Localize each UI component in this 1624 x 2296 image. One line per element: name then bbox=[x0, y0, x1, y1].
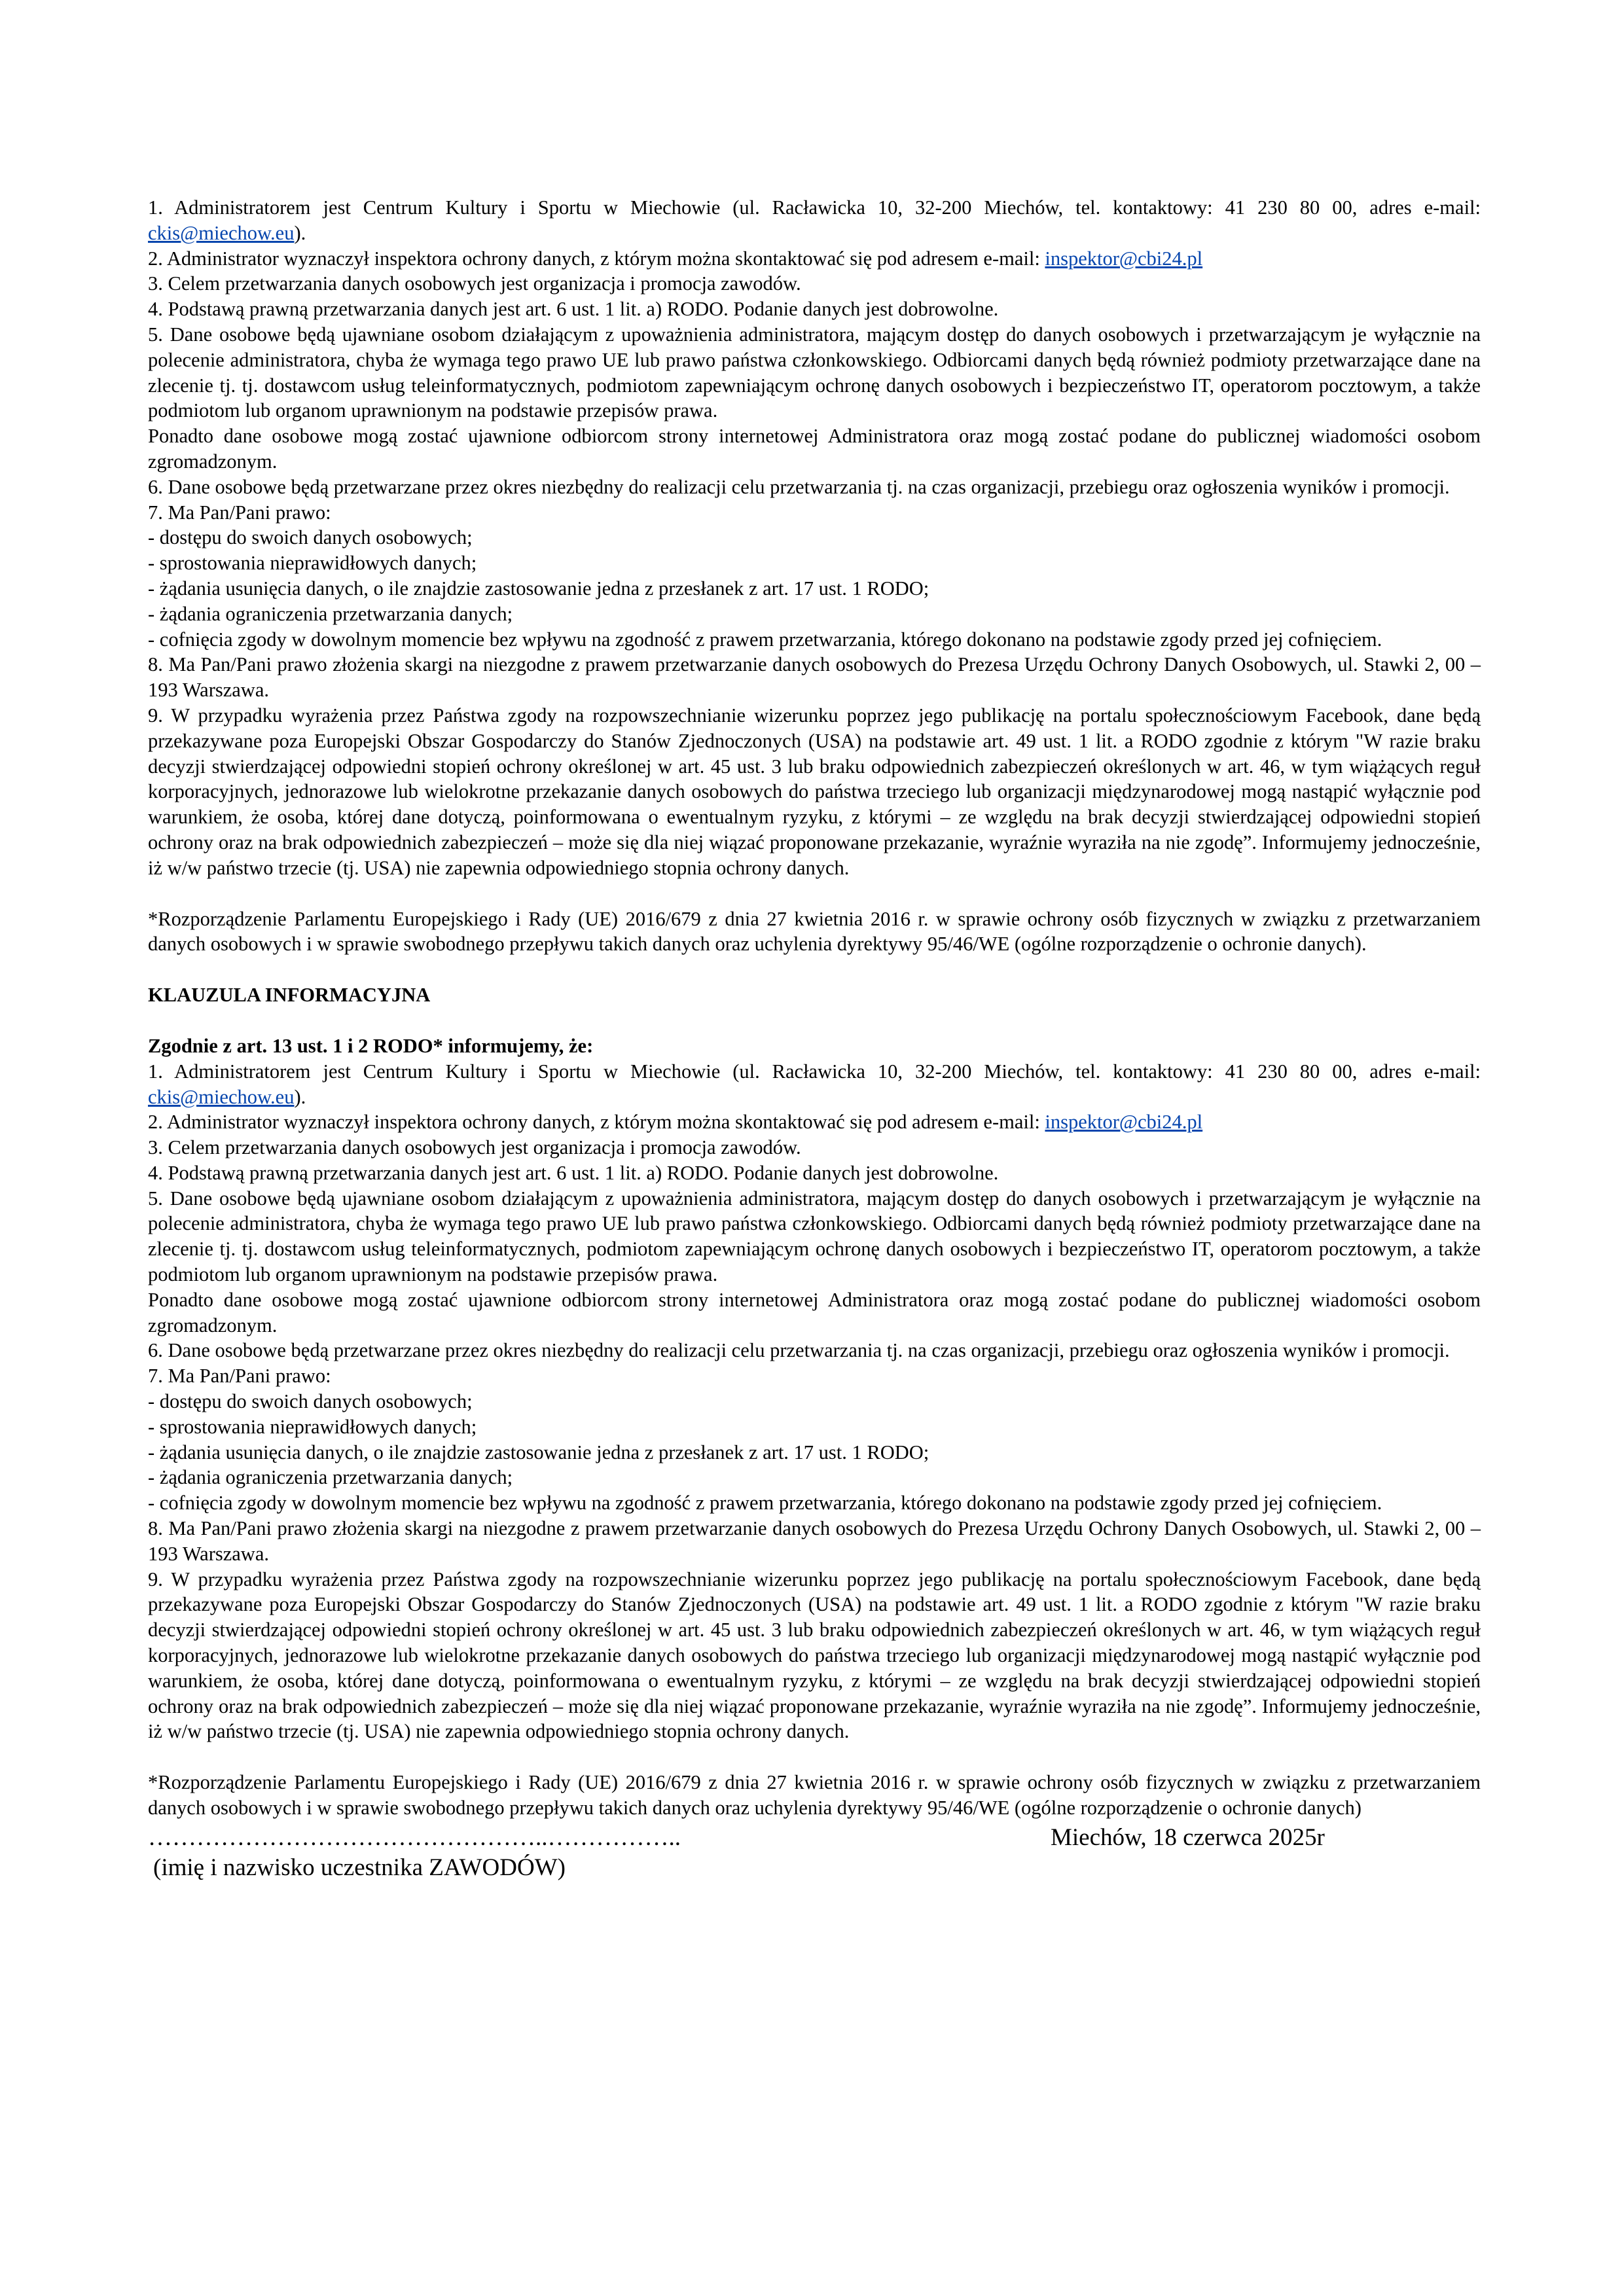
item-5: 5. Dane osobowe będą ujawniane osobom działającym z upoważnienia administratora, mającym dostęp do danych osobowych i przetwarzającym je wyłącznie na polecenie administratora, chyba że wymaga tego prawo UE lub prawo państwa członkowskiego. Odbiorcami danych będą również podmioty przetwarzające dane na zlecenie tj. tj. dostawcom usług teleinformatycznych, podmiotom zapewniającym ochronę danych osobowych i bezpieczeństwo IT, operatorom pocztowym, a także podmiotom lub organom uprawnionym na podstawie przepisów prawa. bbox=[148, 323, 1481, 422]
spacer bbox=[148, 957, 1481, 982]
item-8: 8. Ma Pan/Pani prawo złożenia skargi na niezgodne z prawem przetwarzanie danych osobowych do Prezesa Urzędu Ochrony Danych Osobowych, ul. Stawki 2, 00 – 193 Warszawa. bbox=[148, 653, 1481, 702]
item-3: 3. Celem przetwarzania danych osobowych jest organizacja i promocja zawodów. bbox=[148, 272, 801, 295]
rodo-section-1 bbox=[148, 195, 1481, 957]
clause-intro: Zgodnie z art. 13 ust. 1 i 2 RODO* informujemy, że: bbox=[148, 1034, 594, 1057]
place-date: Miechów, 18 czerwca 2025r bbox=[1051, 1823, 1325, 1851]
right-restriction: - żądania ograniczenia przetwarzania danych; bbox=[148, 602, 513, 625]
right-access: - dostępu do swoich danych osobowych; bbox=[148, 526, 473, 549]
spacer bbox=[148, 1744, 1481, 1770]
item-5-continued: Ponadto dane osobowe mogą zostać ujawnione odbiorcom strony internetowej Administratora oraz mogą zostać podane do publicznej wiadomości osobom zgromadzonym. bbox=[148, 1288, 1481, 1336]
item-9: 9. W przypadku wyrażenia przez Państwa zgody na rozpowszechnianie wizerunku poprzez jego publikację na portalu społecznościowym Facebook, dane będą przekazywane poza Europejski Obszar Gospodarczy do Stanów Zjednoczonych (USA) na podstawie art. 49 ust. 1 lit. a RODO zgodnie z którym "W razie braku decyzji stwierdzającej odpowiedni stopień ochrony określonej w art. 45 ust. 3 lub braku odpowiednich zabezpieczeń określonych w art. 46, w tym wiążących reguł korporacyjnych, jednorazowe lub wielokrotne przekazanie danych osobowych do państwa trzeciego lub organizacji międzynarodowej mogą nastąpić wyłącznie pod warunkiem, że osoba, której dane dotyczą, poinformowana o ewentualnym ryzyku, z którymi – ze względu na brak decyzji stwierdzającej odpowiedni stopień ochrony oraz na brak odpowiednich zabezpieczeń – może się dla niej wiązać proponowane przekazanie, wyraźnie wyraziła na nie zgodę”. Informujemy jednocześnie, iż w/w państwo trzecie (tj. USA) nie zapewnia odpowiedniego stopnia ochrony danych. bbox=[148, 1568, 1481, 1743]
item-2: 2. Administrator wyznaczył inspektora ochrony danych, z którym można skontaktować się pod adresem e-mail: inspektor@cbi24.pl bbox=[148, 247, 1203, 270]
item-5-continued: Ponadto dane osobowe mogą zostać ujawnione odbiorcom strony internetowej Administratora oraz mogą zostać podane do publicznej wiadomości osobom zgromadzonym. bbox=[148, 425, 1481, 473]
right-withdraw-consent: - cofnięcia zgody w dowolnym momencie bez wpływu na zgodność z prawem przetwarzania, którego dokonano na podstawie zgody przed jej cofnięciem. bbox=[148, 628, 1382, 651]
right-erasure: - żądania usunięcia danych, o ile znajdzie zastosowanie jedna z przesłanek z art. 17 ust. 1 RODO; bbox=[148, 1441, 929, 1463]
right-rectification: - sprostowania nieprawidłowych danych; bbox=[148, 552, 477, 575]
item-4: 4. Podstawą prawną przetwarzania danych jest art. 6 ust. 1 lit. a) RODO. Podanie danych jest dobrowolne. bbox=[148, 298, 999, 321]
item-2: 2. Administrator wyznaczył inspektora ochrony danych, z którym można skontaktować się pod adresem e-mail: inspektor@cbi24.pl bbox=[148, 1111, 1203, 1134]
right-restriction: - żądania ograniczenia przetwarzania danych; bbox=[148, 1466, 513, 1489]
right-rectification: - sprostowania nieprawidłowych danych; bbox=[148, 1415, 477, 1438]
spacer bbox=[148, 1008, 1481, 1033]
item-6: 6. Dane osobowe będą przetwarzane przez okres niezbędny do realizacji celu przetwarzania tj. na czas organizacji, przebiegu oraz ogłoszenia wyników i promocji. bbox=[148, 1339, 1450, 1362]
spacer bbox=[148, 881, 1481, 906]
item-7: 7. Ma Pan/Pani prawo: bbox=[148, 1365, 331, 1388]
clause-title: KLAUZULA INFORMACYJNA bbox=[148, 984, 431, 1007]
item-6: 6. Dane osobowe będą przetwarzane przez okres niezbędny do realizacji celu przetwarzania tj. na czas organizacji, przebiegu oraz ogłoszenia wyników i promocji. bbox=[148, 475, 1450, 498]
right-withdraw-consent: - cofnięcia zgody w dowolnym momencie bez wpływu na zgodność z prawem przetwarzania, którego dokonano na podstawie zgody przed jej cofnięciem. bbox=[148, 1492, 1382, 1515]
footnote: *Rozporządzenie Parlamentu Europejskiego i Rady (UE) 2016/679 z dnia 27 kwietnia 2016 r. w sprawie ochrony osób fizycznych w związku z przetwarzaniem danych osobowych i w sprawie swobodnego przepływu takich danych oraz uchylenia dyrektywy 95/46/WE (ogólne rozporządzenie o ochronie danych). bbox=[148, 907, 1481, 956]
document-page bbox=[148, 195, 1481, 1889]
right-erasure: - żądania usunięcia danych, o ile znajdzie zastosowanie jedna z przesłanek z art. 17 ust. 1 RODO; bbox=[148, 577, 929, 600]
rodo-section-2 bbox=[148, 1059, 1481, 1821]
item-9: 9. W przypadku wyrażenia przez Państwa zgody na rozpowszechnianie wizerunku poprzez jego publikację na portalu społecznościowym Facebook, dane będą przekazywane poza Europejski Obszar Gospodarczy do Stanów Zjednoczonych (USA) na podstawie art. 49 ust. 1 lit. a RODO zgodnie z którym "W razie braku decyzji stwierdzającej odpowiedni stopień ochrony określonej w art. 45 ust. 3 lub braku odpowiednich zabezpieczeń określonych w art. 46, w tym wiążących reguł korporacyjnych, jednorazowe lub wielokrotne przekazanie danych osobowych do państwa trzeciego lub organizacji międzynarodowej mogą nastąpić wyłącznie pod warunkiem, że osoba, której dane dotyczą, poinformowana o ewentualnym ryzyku, z którymi – ze względu na brak decyzji stwierdzającej odpowiedni stopień ochrony oraz na brak odpowiednich zabezpieczeń – może się dla niej wiązać proponowane przekazanie, wyraźnie wyraziła na nie zgodę”. Informujemy jednocześnie, iż w/w państwo trzecie (tj. USA) nie zapewnia odpowiedniego stopnia ochrony danych. bbox=[148, 704, 1481, 879]
signature-block bbox=[148, 1823, 1481, 1889]
item-1: 1. Administratorem jest Centrum Kultury i Sportu w Miechowie (ul. Racławicka 10, 32-200 Miechów, tel. kontaktowy: 41 230 80 00, adres e-mail: ckis@miechow.eu). bbox=[148, 196, 1481, 244]
item-5: 5. Dane osobowe będą ujawniane osobom działającym z upoważnienia administratora, mającym dostęp do danych osobowych i przetwarzającym je wyłącznie na polecenie administratora, chyba że wymaga tego prawo UE lub prawo państwa członkowskiego. Odbiorcami danych będą również podmioty przetwarzające dane na zlecenie tj. tj. dostawcom usług teleinformatycznych, podmiotom zapewniającym ochronę danych osobowych i bezpieczeństwo IT, operatorom pocztowym, a także podmiotom lub organom uprawnionym na podstawie przepisów prawa. bbox=[148, 1187, 1481, 1286]
item-8: 8. Ma Pan/Pani prawo złożenia skargi na niezgodne z prawem przetwarzanie danych osobowych do Prezesa Urzędu Ochrony Danych Osobowych, ul. Stawki 2, 00 – 193 Warszawa. bbox=[148, 1517, 1481, 1565]
email-link-ckis[interactable]: ckis@miechow.eu bbox=[148, 1085, 295, 1108]
signature-line: …………………………………………..…………….. bbox=[148, 1823, 681, 1851]
item-7: 7. Ma Pan/Pani prawo: bbox=[148, 501, 331, 524]
item-4: 4. Podstawą prawną przetwarzania danych jest art. 6 ust. 1 lit. a) RODO. Podanie danych jest dobrowolne. bbox=[148, 1161, 999, 1184]
item-1: 1. Administratorem jest Centrum Kultury i Sportu w Miechowie (ul. Racławicka 10, 32-200 Miechów, tel. kontaktowy: 41 230 80 00, adres e-mail: ckis@miechow.eu). bbox=[148, 1060, 1481, 1108]
email-link-ckis[interactable]: ckis@miechow.eu bbox=[148, 221, 295, 244]
right-access: - dostępu do swoich danych osobowych; bbox=[148, 1390, 473, 1413]
footnote: *Rozporządzenie Parlamentu Europejskiego i Rady (UE) 2016/679 z dnia 27 kwietnia 2016 r. w sprawie ochrony osób fizycznych w związku z przetwarzaniem danych osobowych i w sprawie swobodnego przepływu takich danych oraz uchylenia dyrektywy 95/46/WE (ogólne rozporządzenie o ochronie danych) bbox=[148, 1771, 1481, 1820]
signature-caption: (imię i nazwisko uczestnika ZAWODÓW) bbox=[153, 1854, 566, 1881]
email-link-inspektor[interactable]: inspektor@cbi24.pl bbox=[1045, 1111, 1203, 1134]
email-link-inspektor[interactable]: inspektor@cbi24.pl bbox=[1045, 247, 1203, 270]
item-3: 3. Celem przetwarzania danych osobowych jest organizacja i promocja zawodów. bbox=[148, 1136, 801, 1159]
